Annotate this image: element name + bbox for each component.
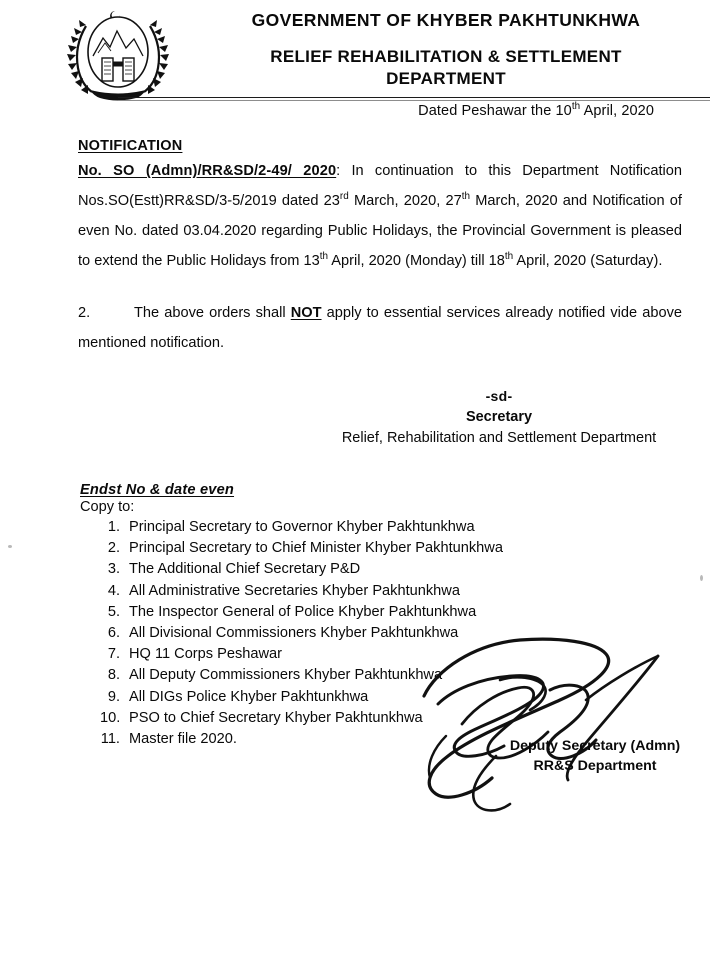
list-item-label: The Inspector General of Police Khyber Pakhtunkhwa: [129, 603, 477, 620]
list-item-label: All Administrative Secretaries Khyber Pakhtunkhwa: [129, 582, 460, 599]
ordinal-13th: th: [319, 251, 329, 263]
clause-2-number: 2.: [78, 305, 91, 321]
copy-to-label: Copy to:: [80, 499, 135, 515]
handwritten-signature-icon: [400, 628, 718, 818]
clause-2-emphasis: NOT: [290, 305, 322, 321]
list-item-index: 7.: [107, 646, 120, 663]
signed-marker: -sd-: [485, 388, 513, 404]
list-item-label: HQ 11 Corps Peshawar: [129, 646, 283, 663]
notification-body-2: March, 2020, 27: [348, 193, 462, 209]
list-item-index: 2.: [107, 540, 120, 557]
dateline: [418, 103, 654, 119]
list-item-index: 10.: [100, 709, 121, 726]
list-item-label: Master file 2020.: [129, 731, 237, 748]
list-item-label: All Deputy Commissioners Khyber Pakhtunkhwa: [129, 667, 443, 684]
department-title: [186, 46, 706, 90]
clause-2-text-after: apply to essential services already notified vide above mentioned notification.: [78, 305, 683, 351]
header-divider-secondary: [118, 100, 710, 101]
signatory-role: Secretary: [465, 409, 533, 425]
list-item: [80, 517, 680, 538]
clause-2-text-before: The above orders shall: [134, 305, 291, 321]
notification-body-1: : In continuation to this Department Notification Nos.SO(Estt)RR&SD/3-5/2019 dated 23: [78, 163, 682, 209]
notification-paragraph: [78, 156, 682, 276]
list-item-index: 8.: [107, 667, 120, 684]
notification-body-4: April, 2020 (Monday) till 18: [328, 253, 505, 269]
dateline-ordinal-suffix: th: [571, 101, 581, 113]
list-item-index: 9.: [107, 688, 120, 705]
list-item-label: Principal Secretary to Chief Minister Khyber Pakhtunkhwa: [129, 540, 503, 557]
department-title-line-b: DEPARTMENT: [386, 68, 506, 88]
ordinal-23rd: rd: [339, 191, 349, 203]
notification-number: No. SO (Admn)/RR&SD/2-49/ 2020: [78, 163, 337, 179]
signatory-department: Relief, Rehabilitation and Settlement Department: [341, 430, 657, 446]
deputy-secretary-role: Deputy Secretary (Admn): [509, 738, 681, 754]
list-item: [80, 581, 680, 602]
scan-artifact: [8, 545, 12, 548]
department-title-line-a: RELIEF REHABILITATION & SETTLEMENT: [270, 46, 622, 66]
list-item: [80, 559, 680, 580]
notification-body-3: March, 2020 and Notification of even No. dated 03.04.2020 regarding Public Holidays, the Provincial Government is pleased to extend the Public Holidays from 13: [78, 193, 682, 269]
deputy-secretary-department: RR&S Department: [533, 758, 657, 774]
ordinal-27th: th: [461, 191, 471, 203]
list-item-index: 3.: [107, 561, 120, 578]
notification-body-5: April, 2020 (Saturday).: [513, 253, 663, 269]
list-item-index: 6.: [107, 625, 120, 642]
dateline-prefix: Dated Peshawar the 10: [418, 103, 572, 119]
list-item-index: 5.: [107, 603, 120, 620]
list-item-index: 11.: [100, 731, 120, 748]
document-header: [0, 0, 718, 100]
ordinal-18th: th: [504, 251, 514, 263]
document-body: [78, 138, 682, 358]
signature-block-deputy-secretary: [400, 628, 718, 818]
list-item-label: All DIGs Police Khyber Pakhtunkhwa: [129, 688, 369, 705]
notification-heading: NOTIFICATION: [78, 138, 183, 154]
endorsement-title: Endst No & date even: [80, 482, 235, 498]
clause-2: [78, 298, 682, 358]
list-item-index: 4.: [107, 582, 120, 599]
list-item: [80, 538, 680, 559]
header-divider: [118, 97, 710, 98]
list-item-label: The Additional Chief Secretary P&D: [129, 561, 361, 578]
signature-block-secretary: [280, 386, 718, 449]
deputy-secretary-caption: [470, 736, 718, 776]
dateline-suffix: April, 2020: [580, 103, 654, 119]
government-title: GOVERNMENT OF KHYBER PAKHTUNKHWA: [251, 10, 641, 30]
list-item: [80, 602, 680, 623]
scan-artifact: [700, 575, 703, 581]
header-titles: [186, 10, 706, 90]
list-item-label: All Divisional Commissioners Khyber Pakhtunkhwa: [129, 625, 459, 642]
list-item-index: 1.: [107, 519, 120, 535]
list-item-label: PSO to Chief Secretary Khyber Pakhtunkhwa: [129, 709, 423, 726]
khyber-pakhtunkhwa-government-emblem-icon: [62, 6, 174, 102]
list-item-label: Principal Secretary to Governor Khyber Pakhtunkhwa: [129, 519, 475, 535]
